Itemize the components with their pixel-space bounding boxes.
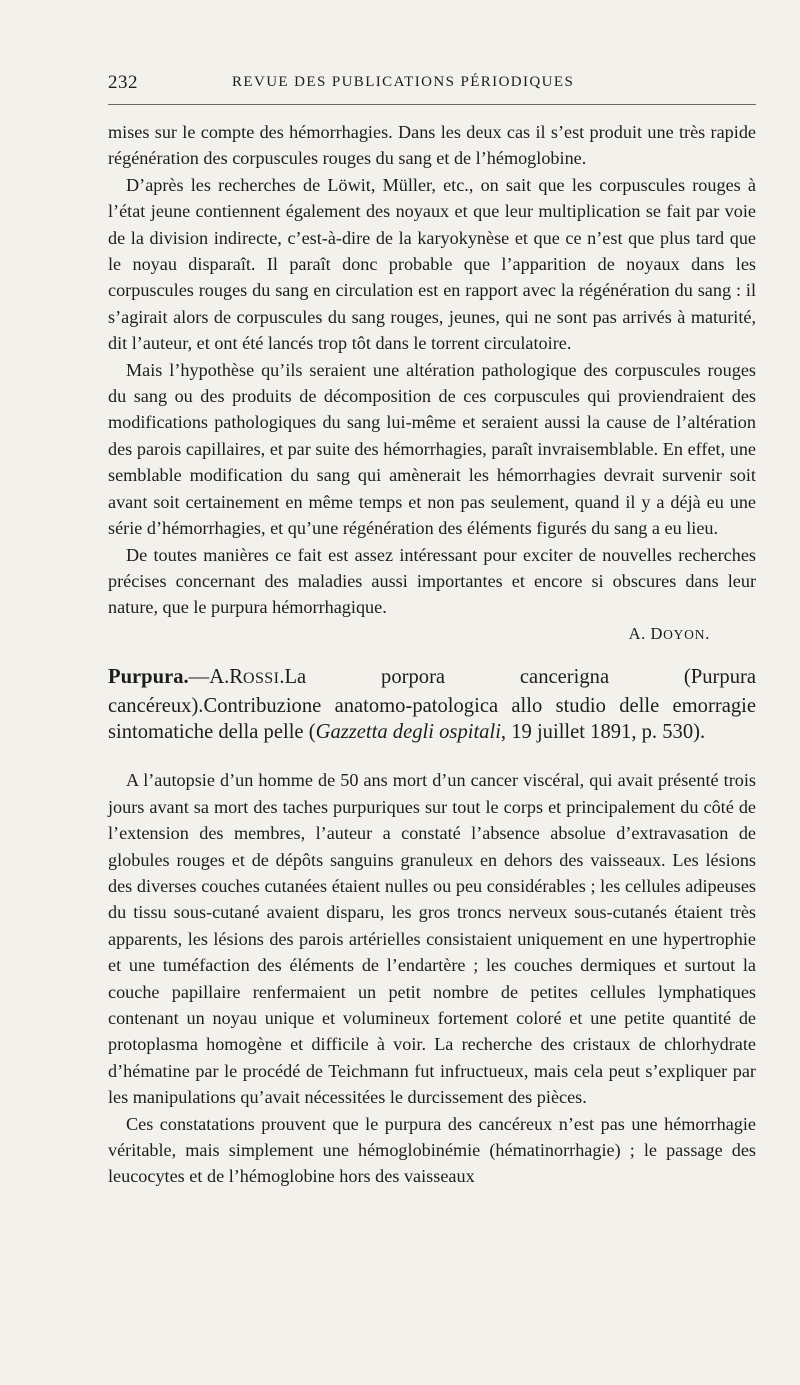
journal-title: REVUE DES PUBLICATIONS PÉRIODIQUES xyxy=(232,74,575,90)
paragraph: Ces constatations prouvent que le purpura des cancéreux n’est pas une hémorrhagie véritable, mais simplement une hémoglobinémie (hématinorrhagie) ; le passage des leucocytes et de l’hémoglobine hors des vaisseaux xyxy=(108,1113,756,1187)
citation-details: , 19 juillet 1891, p. 530). xyxy=(500,720,706,743)
signature-initial: A. D xyxy=(628,623,664,643)
journal-name: Gazzetta degli ospitali xyxy=(315,720,501,743)
heading-dash: — xyxy=(188,666,210,689)
article-topic: Purpura. xyxy=(108,666,189,689)
running-head xyxy=(108,68,756,100)
signature-period: . xyxy=(705,623,710,643)
article-title: .La porpora cancerigna (Purpura cancéreux).Contribuzione anatomo-patologica allo studio delle emorragie sintomatiche della pelle ( xyxy=(108,666,756,743)
paragraph: mises sur le compte des hémorrhagies. Dans les deux cas il s’est produit une très rapide régénération des corpuscules rouges du sang et de l’hémoglobine. xyxy=(108,122,756,169)
signature-surname: OYON xyxy=(663,626,706,642)
article-heading xyxy=(108,664,756,745)
signature xyxy=(108,621,756,648)
book-page xyxy=(108,68,756,1190)
paragraph: De toutes manières ce fait est assez intéressant pour exciter de nouvelles recherches précises concernant des maladies aussi importantes et encore si obscures dans leur nature, que le purpura hémorrhagique. xyxy=(108,544,756,618)
author-initial: A.R xyxy=(209,666,244,689)
paragraph: D’après les recherches de Löwit, Müller, etc., on sait que les corpuscules rouges à l’état jeune contiennent également des noyaux et que leur multiplication se fait par voie de la division indirecte, c’est-à-dire de la karyokynèse et que ce n’est que plus tard que le noyau disparaît. Il paraît donc probable que l’apparition de noyaux dans les corpuscules rouges du sang en circulation est en rapport avec la régénération du sang : il s’agirait alors de corpuscules du sang rouges, jeunes, qui ne sont pas arrivés à maturité, dit l’auteur, et ont été lancés trop tôt dans le torrent circulatoire. xyxy=(108,174,756,354)
page-number: 232 xyxy=(108,72,138,93)
paragraph: A l’autopsie d’un homme de 50 ans mort d’un cancer viscéral, qui avait présenté trois jours avant sa mort des taches purpuriques sur tout le corps et principalement du côté de l’extension des membres, l’auteur a constaté l’absence absolue d’extravasation de globules rouges et de dépôts sanguins granuleux en dehors des vaisseaux. Les lésions des diverses couches cutanées étaient nulles ou peu considérables ; les cellules adipeuses du tissu sous-cutané avaient disparu, les gros troncs nerveux sous-cutanés étaient très apparents, les lésions des parois artérielles consistaient uniquement en une hypertrophie et une tuméfaction des éléments de l’endartère ; les couches dermiques et surtout la couche papillaire renfermaient un petit nombre de petites cellules lymphatiques contenant un noyau unique et volumineux fortement coloré et une petite quantité de protoplasma homogène et difficile à voir. La recherche des cristaux de chlorhydrate d’hématine par le procédé de Teichmann fut infructueux, mais cela peut s’expliquer par les manipulations qu’avait nécessitées le durcissement des pièces. xyxy=(108,770,756,1108)
article-body xyxy=(108,767,756,1190)
author-surname: OSSI xyxy=(243,670,280,688)
paragraph: Mais l’hypothèse qu’ils seraient une altération pathologique des corpuscules rouges du sang ou des produits de décomposition de ces corpuscules qui proviendraient des modifications pathologiques du sang lui-même et seraient aussi la cause de l’altération des parois capillaires, et par suite des hémorrhagies, paraît invraisemblable. En effet, une semblable modification du sang qui amènerait les hémorrhagies devrait survenir soit avant soit certainement en même temps et non pas seulement, quand il y a déjà eu une série d’hémorrhagies, et qu’une régénération des éléments figurés du sang a eu lieu. xyxy=(108,359,756,539)
header-rule xyxy=(108,104,756,105)
previous-article-body xyxy=(108,119,756,621)
